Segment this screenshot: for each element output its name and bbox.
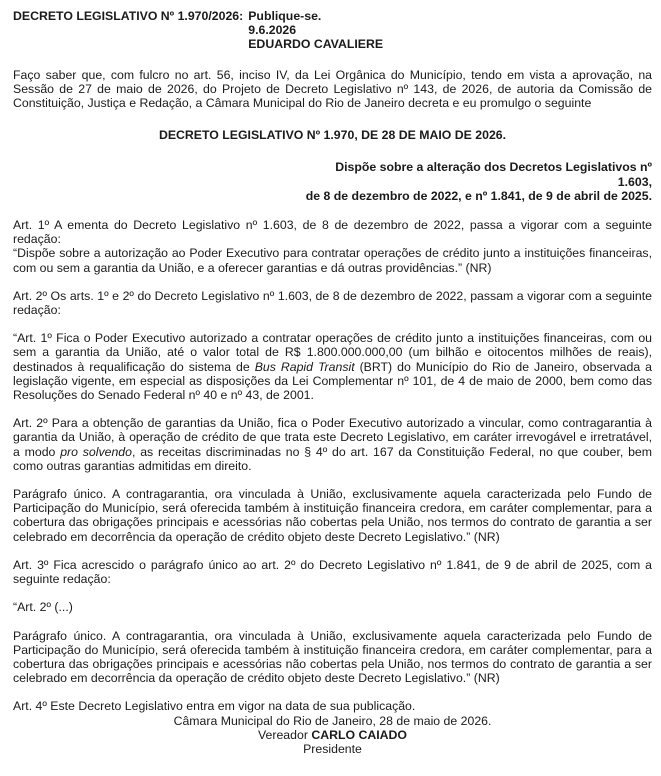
signature-block: [13, 714, 652, 757]
art3-quote-head: “Art. 2º (...): [13, 600, 73, 615]
header-title: DECRETO LEGISLATIVO Nº 1.970/2026:: [13, 9, 244, 23]
art2-q-art1-b: (BRT) do Município do Rio de Janeiro, observada a legislação vigente, em especial as disposições da Lei Complementar nº 101, de 4 de maio de 2000, bem como das Resoluções do Senado Federal nº 40 e nº 43, de 2001.: [13, 359, 652, 403]
art2-text: Art. 2º Os arts. 1º e 2º do Decreto Legislativo nº 1.603, de 8 de dezembro de 2022, passam a vigorar com a seguinte redação:: [13, 288, 652, 318]
art2-quoted-art1: [13, 331, 652, 402]
art3-quoted-paragraph: Parágrafo único. A contragarantia, ora vinculada à União, exclusivamente aquela caracterizada pelo Fundo de Participação do Município, será oferecida também à instituição financeira credora, em caráter complementar, para a cobertura das obrigações principais e acessórias não cobertas pela União, nos termos do contrato de garantia a ser celebrado em decorrência da operação de crédito objeto deste Decreto Legislativo.” (NR): [13, 628, 652, 686]
header-right: [248, 9, 383, 52]
publish-date: 9.6.2026: [248, 23, 297, 38]
ementa-line-2: de 8 de dezembro de 2022, e nº 1.841, de 9 de abril de 2025.: [305, 188, 652, 203]
art4-text: Art. 4º Este Decreto Legislativo entra em vigor na data de sua publicação.: [13, 699, 416, 714]
signature-name: CARLO CAIADO: [311, 727, 407, 742]
ementa: [298, 160, 652, 203]
art1-text: Art. 1º A ementa do Decreto Legislativo nº 1.603, de 8 de dezembro de 2022, passa a vigorar com a seguinte redação:: [13, 218, 652, 247]
art2-quoted-art2: [13, 416, 652, 473]
art1-quote: “Dispõe sobre a autorização ao Poder Executivo para contratar operações de crédito junto a instituições financeiras, com ou sem a garantia da União, e a oferecer garantias e dá outras providências.” (NR): [13, 246, 652, 275]
intro-paragraph: Faço saber que, com fulcro no art. 56, inciso IV, da Lei Orgânica do Município, tendo em vista a aprovação, na Sessão de 27 de maio de 2026, do Projeto de Decreto Legislativo nº 143, de 2026, de autoria da Comissão de Constituição, Justiça e Redação, a Câmara Municipal do Rio de Janeiro decreta e eu promulgo o seguinte: [13, 67, 652, 111]
publish-note: Publique-se.: [248, 9, 322, 23]
art2-q-art2-a: Art. 2º Para a obtenção de garantias da União, fica o Poder Executivo autorizado a vincular, como contragarantia à garantia da União, à operação de crédito de que trata este Decreto Legislativo, em caráter irrevogável e irretratável, a modo: [13, 416, 652, 459]
ementa-line-1: Dispõe sobre a alteração dos Decretos Legislativos nº 1.603,: [335, 160, 652, 189]
art2-quoted-paragraph: Parágrafo único. A contragarantia, ora vinculada à União, exclusivamente aquela caracterizada pelo Fundo de Participação do Município, será oferecida também à instituição financeira credora, em caráter complementar, para a cobertura das obrigações principais e acessórias não cobertas pela União, nos termos do contrato de garantia a ser celebrado em decorrência da operação de crédito objeto deste Decreto Legislativo.” (NR): [13, 487, 652, 544]
signature-role-prefix: Vereador: [258, 727, 312, 742]
signature-position: Presidente: [303, 741, 362, 756]
signature-name-line: [13, 728, 652, 742]
decree-title: DECRETO LEGISLATIVO Nº 1.970, DE 28 DE MAIO DE 2026.: [158, 128, 507, 143]
signature-place-date: Câmara Municipal do Rio de Janeiro, 28 de maio de 2026.: [173, 713, 492, 728]
art3-text: Art. 3º Fica acrescido o parágrafo único ao art. 2º do Decreto Legislativo nº 1.841, de 9 de abril de 2025, com a seguinte redação:: [13, 557, 652, 587]
publish-signer: EDUARDO CAVALIERE: [248, 37, 384, 52]
art2-q-art2-italic: pro solvendo: [60, 444, 132, 459]
art2-q-art1-italic: Bus Rapid Transit: [254, 359, 355, 374]
header-block: [13, 9, 652, 52]
art2-q-art2-b: , as receitas discriminadas no § 4º do art. 167 da Constituição Federal, no que couber, bem como outras garantias admitidas em direito.: [13, 444, 652, 473]
art2-q-art1-a: “Art. 1º Fica o Poder Executivo autorizado a contratar operações de crédito junto a instituições financeiras, com ou sem a garantia da União, até o valor total de R$ 1.800.000.000,00 (um bilhão e oitocentos milhões de reais), destinados à requalificação do sistema de: [13, 331, 652, 374]
